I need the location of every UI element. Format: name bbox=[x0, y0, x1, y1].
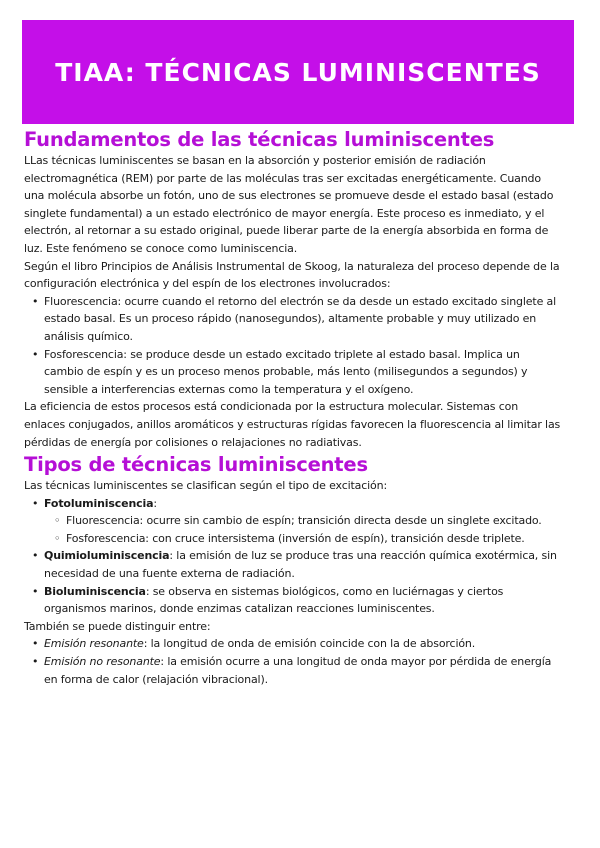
section-heading-fundamentos: Fundamentos de las técnicas luminiscentes bbox=[24, 128, 495, 151]
term-desc: : bbox=[153, 496, 157, 510]
sub-list-item: ◦ Fluorescencia: ocurre sin cambio de espín; transición directa desde un singlete excitado. bbox=[24, 512, 562, 530]
list-item: • Fluorescencia: ocurre cuando el retorno del electrón se da desde un estado excitado singlete al estado basal. Es un proceso rápido (nanosegundos), altamente probable y muy utilizado en análisis químico. bbox=[24, 293, 562, 346]
bullet-list bbox=[24, 635, 562, 688]
sub-list-item: ◦ Fosforescencia: con cruce intersistema (inversión de espín), transición desde triplete. bbox=[24, 530, 562, 548]
term: Quimioluminiscencia bbox=[44, 549, 170, 563]
list-item: • Fosforescencia: se produce desde un estado excitado triplete al estado basal. Implica un cambio de espín y es un proceso menos probable, más lento (milisegundos a segundos) y sensible a interferencias externas como la temperatura y el oxígeno. bbox=[24, 346, 562, 399]
paragraph: Las técnicas luminiscentes se clasifican según el tipo de excitación: bbox=[24, 479, 388, 493]
list-item bbox=[24, 495, 562, 548]
term-desc: : la emisión de luz se produce tras una reacción química exotérmica, sin necesidad de una fuente externa de radiación. bbox=[44, 549, 557, 581]
paragraph: También se puede distinguir entre: bbox=[24, 619, 211, 633]
paragraph: La eficiencia de estos procesos está condicionada por la estructura molecular. Sistemas con enlaces conjugados, anillos aromáticos y estructuras rígidas favorecen la fluorescencia al limitar las pérdidas de energía por colisiones o relajaciones no radiativas. bbox=[24, 400, 561, 449]
term-desc: : se observa en sistemas biológicos, como en luciérnagas y ciertos organismos marinos, donde enzimas catalizan reacciones luminiscentes. bbox=[44, 584, 504, 616]
term-desc: : la longitud de onda de emisión coincide con la de absorción. bbox=[143, 637, 476, 651]
document-body bbox=[24, 128, 562, 688]
list-item bbox=[24, 635, 562, 653]
title-banner bbox=[22, 20, 574, 124]
sub-list bbox=[24, 512, 562, 547]
term: Emisión no resonante bbox=[44, 655, 161, 669]
term: Fotoluminiscencia bbox=[44, 496, 154, 510]
list-item bbox=[24, 547, 562, 582]
list-item bbox=[24, 583, 562, 618]
paragraph: LLas técnicas luminiscentes se basan en la absorción y posterior emisión de radiación electromagnética (REM) por parte de las moléculas tras ser excitadas energéticamente. Cuando una molécula absorbe un fotón, uno de sus electrones se promueve desde el estado basal (estado singlete fundamental) a un estado electrónico de mayor energía. Este proceso es inmediato, y el electrón, al retornar a su estado original, puede liberar parte de la energía absorbida en forma de luz. Este fenómeno se conoce como luminiscencia. bbox=[24, 154, 554, 255]
paragraph: Según el libro Principios de Análisis Instrumental de Skoog, la naturaleza del proceso depende de la configuración electrónica y del espín de los electrones involucrados: bbox=[24, 259, 560, 291]
section-heading-tipos: Tipos de técnicas luminiscentes bbox=[24, 453, 368, 477]
page-title: TIAA: TÉCNICAS LUMINISCENTES bbox=[55, 57, 541, 87]
bullet-list bbox=[24, 293, 562, 399]
term-desc: : la emisión ocurre a una longitud de onda mayor por pérdida de energía en forma de calor (relajación vibracional). bbox=[44, 655, 552, 686]
term: Emisión resonante bbox=[44, 637, 144, 651]
bullet-list bbox=[24, 495, 562, 618]
list-item bbox=[24, 653, 562, 688]
term: Bioluminiscencia bbox=[44, 584, 146, 598]
